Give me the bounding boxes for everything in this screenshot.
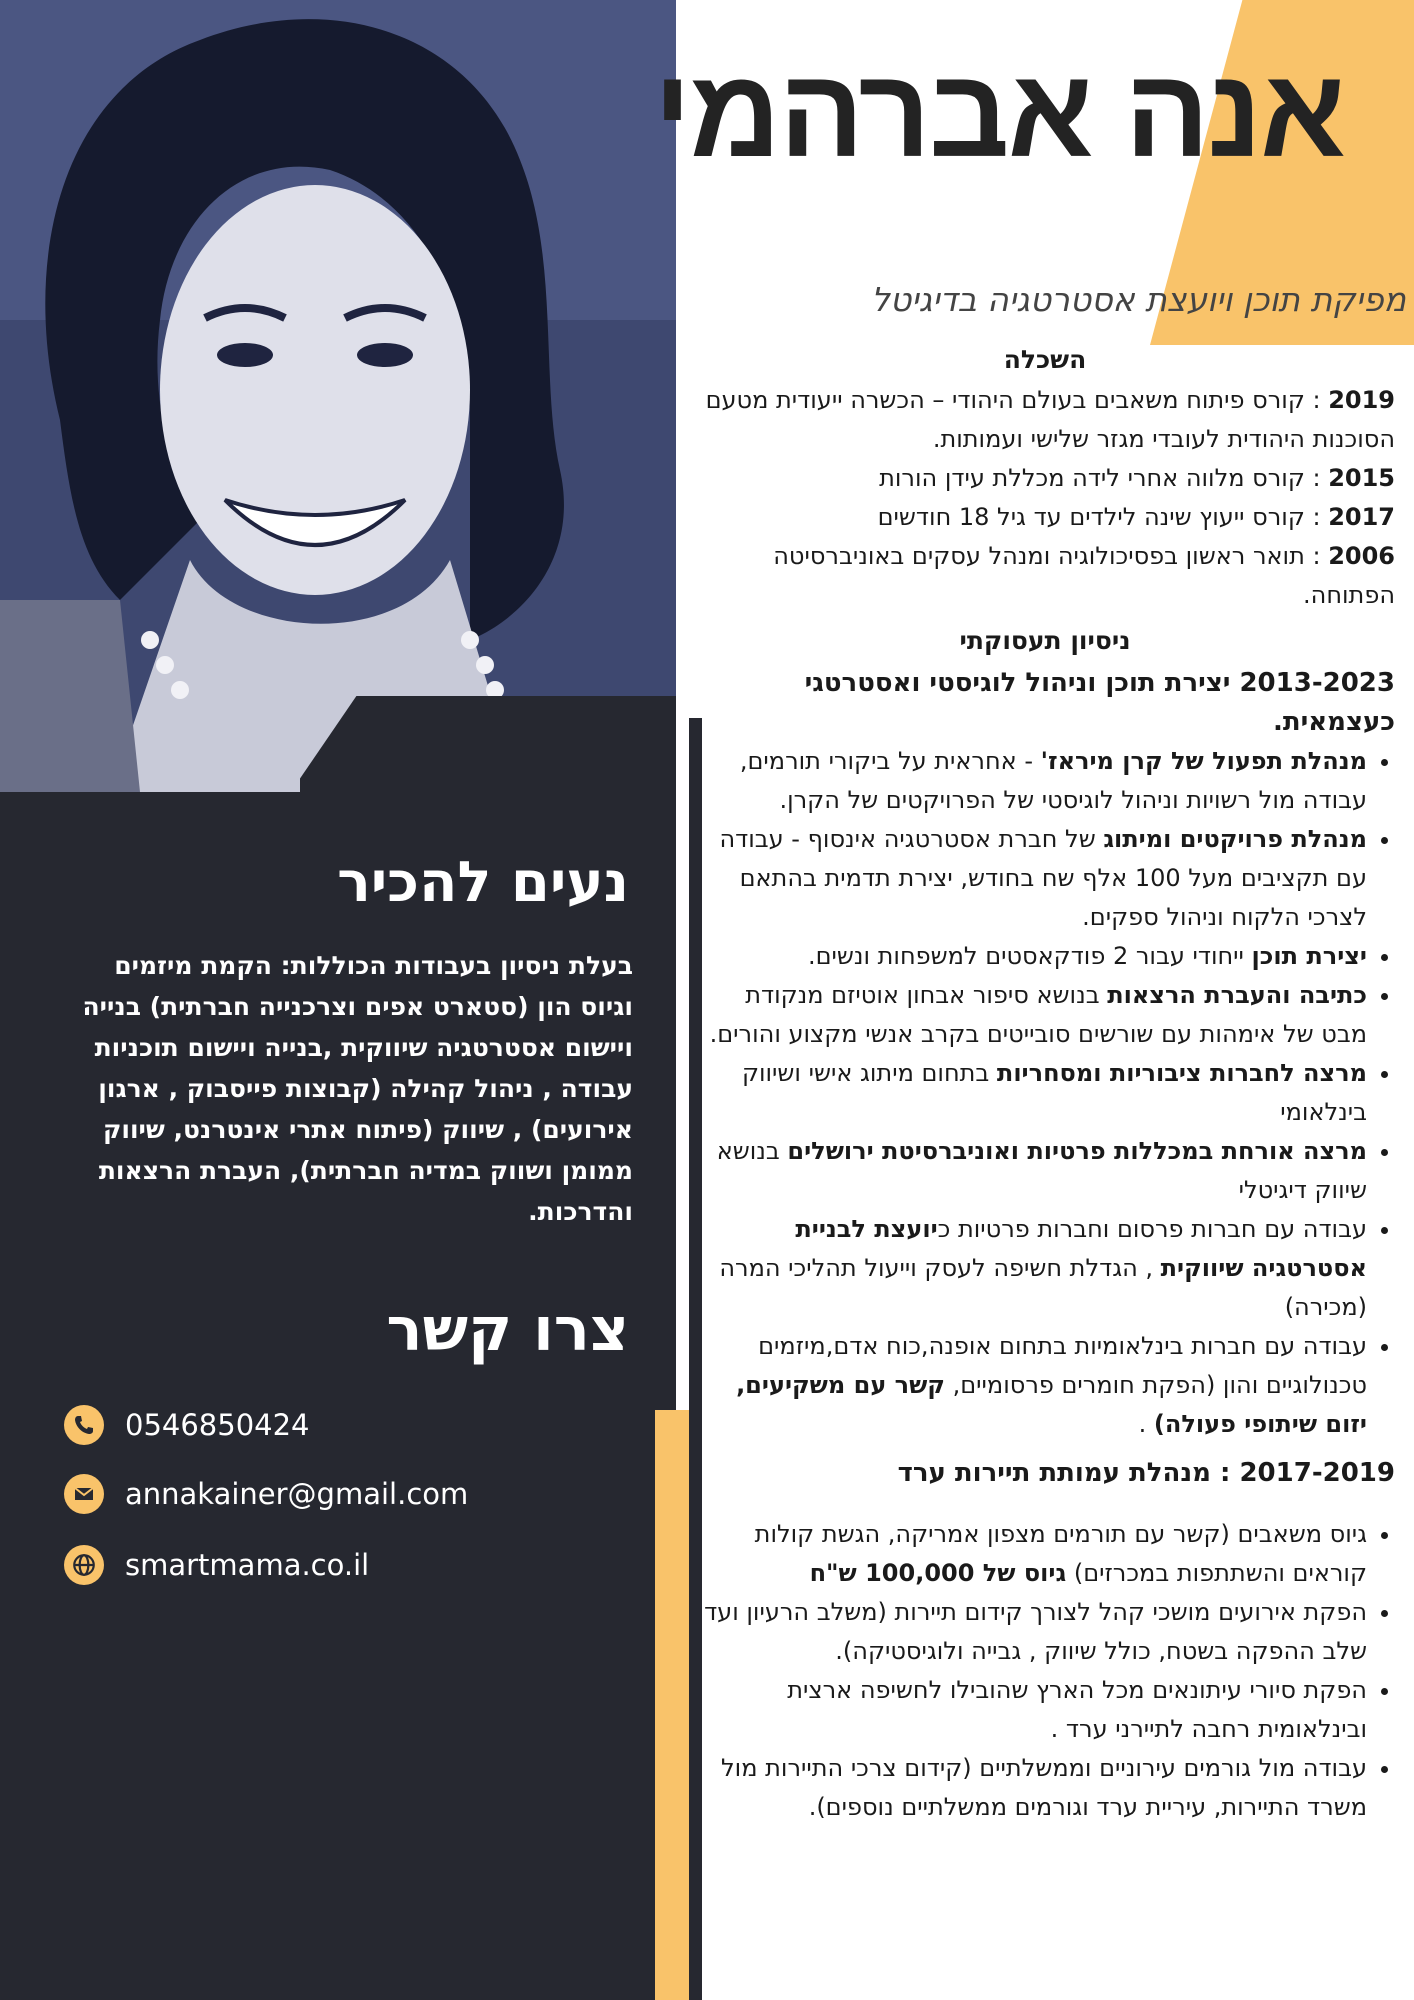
contact-title: צרו קשר [386,1295,629,1365]
experience-item [695,1749,1367,1827]
experience-item-highlight: קשר עם משקיעים, יזום שיתופי פעולה) [736,1371,1367,1438]
intro-title: נעים להכיר [337,850,629,915]
globe-icon [64,1545,104,1585]
experience-item-text: גיוס משאבים (קשר עם תורמים מצפון אמריקה, הגשת קולות קוראים והשתתפות במכרזים) [754,1520,1367,1587]
phone-icon [64,1405,104,1445]
profile-photo [0,0,676,792]
education-year: 2017 [1328,503,1395,531]
panel-tab-shape [300,696,676,806]
contact-phone[interactable] [64,1403,310,1447]
experience-item-highlight: יצירת תוכן [1251,942,1367,970]
education-item [695,537,1395,615]
experience-item-text: - אחראית על ביקורי תורמים, עבודה מול רשויות וניהול לוגיסטי של הפרויקטים של הקרן. [739,747,1367,814]
education-list [695,381,1395,615]
person-name: אנה אברהמי [653,42,1344,183]
experience-item [695,1054,1367,1132]
experience-list-2 [695,1515,1395,1827]
experience-title: ניסיון תעסוקתי [959,626,1131,655]
experience-item [695,1327,1367,1444]
education-year: 2006 [1328,542,1395,570]
experience-item [695,1593,1367,1671]
experience-item-highlight: מנהלת פרויקטים ומיתוג [1103,825,1367,853]
education-text: : תואר ראשון בפסיכולוגיה ומנהל עסקים באוניברסיטה הפתוחה. [773,542,1395,609]
experience-item [695,1671,1367,1749]
education-title: השכלה [1003,345,1087,374]
experience-item-text: עבודה מול גורמים עירוניים וממשלתיים (קידום צרכי התיירות מול משרד התיירות, עיריית ערד וגורמים ממשלתיים נוספים). [721,1754,1367,1821]
experience-item-highlight: מרצה אורחת במכללות פרטיות ואוניברסיטת ירושלים [787,1137,1367,1165]
experience-item-highlight: יועצת לבניית אסטרטגיה שיווקית [795,1215,1367,1282]
education-year: 2019 [1328,386,1395,414]
experience-item [695,1210,1367,1327]
experience-item [695,1515,1367,1593]
email-icon [64,1474,104,1514]
education-item [695,381,1395,459]
experience-item-highlight: מנהלת תפעול של קרן מיראז' [1040,747,1367,775]
portrait-illustration [0,0,676,792]
job-subtitle: מפיקת תוכן ויועצת אסטרטגיה בדיגיטל [871,280,1406,319]
experience-item-text: של חברת אסטרטגיה אינסוף - עבודה עם תקציבים מעל 100 אלף שח בחודש, יצירת תדמית בהתאם לצרכי הלקוח וניהול ספקים. [719,825,1367,931]
experience-item-text: בנושא סיפור אבחון אוטיזם מנקודת מבט של אימהות עם שורשים סובייטים בקרב אנשי מקצוע והורים. [709,981,1367,1048]
contact-website[interactable] [64,1543,369,1587]
phone-number[interactable]: 0546850424 [125,1408,310,1442]
right-column [695,340,1395,1827]
experience-item-text: הפקת אירועים מושכי קהל לצורך קידום תיירות (משלב הרעיון ועד שלב ההפקה בשטח, כולל שיווק , גבייה ולוגיסטיקה). [704,1598,1367,1665]
experience-item-highlight: כתיבה והעברת הרצאות [1107,981,1367,1009]
experience-list-1 [695,742,1395,1444]
contact-email[interactable] [64,1472,468,1516]
experience-headline-2: 2017-2019 : מנהלת עמותת תיירות ערד [897,1458,1395,1488]
experience-item-text: בתחום מיתוג אישי ושיווק בינלאומי [741,1059,1367,1126]
intro-text: בעלת ניסיון בעבודות הכוללות: הקמת מיזמים וגיוס הון (סטארט אפים וצרכנייה חברתית) בנייה ויישום אסטרטגיה שיווקית ,בנייה ויישום תוכניות עבודה , ניהול קהילה (קבוצות פייסבוק , ארגון אירועים) , שיווק (פיתוח אתרי אינטרנט, שיווק ממומן ושווק במדיה חברתית), העברת הרצאות והדרכות. [82,951,633,1226]
experience-item-text: , הגדלת חשיפה לעסק וייעול תהליכי המרה (מכירה) [719,1254,1367,1321]
experience-item-text: עבודה עם חברות בינלאומיות בתחום אופנה,כוח אדם,מיזמים טכנולוגיים והון (הפקת חומרים פרסומיים, [758,1332,1367,1399]
accent-bar [655,1410,689,2000]
education-year: 2015 [1328,464,1395,492]
experience-item [695,820,1367,937]
experience-item [695,937,1367,976]
education-text: : קורס מלווה אחרי לידה מכללת עידן הורות [879,464,1329,492]
education-text: : קורס פיתוח משאבים בעולם היהודי – הכשרה ייעודית מטעם הסוכנות היהודית לעובדי מגזר שלישי ועמותות. [705,386,1395,453]
experience-item [695,742,1367,820]
experience-item-text: עבודה עם חברות פרסום וחברות פרטיות כ [937,1215,1367,1243]
experience-headline-1: 2013-2023 יצירת תוכן וניהול לוגיסטי ואסטרטגי כעצמאית. [804,668,1395,737]
website-url[interactable]: smartmama.co.il [125,1548,370,1582]
education-text: : קורס ייעוץ שינה לילדים עד גיל 18 חודשים [877,503,1329,531]
experience-item [695,976,1367,1054]
education-item [695,498,1395,537]
experience-item-text: הפקת סיורי עיתונאים מכל הארץ שהובילו לחשיפה ארצית ובינלאומית רחבה לתיירני ערד . [787,1676,1367,1743]
experience-item [695,1132,1367,1210]
experience-item-highlight: גיוס של 100,000 ש"ח [809,1559,1067,1587]
experience-item-text: . [1138,1410,1154,1438]
experience-item-highlight: מרצה לחברות ציבוריות ומסחריות [996,1059,1367,1087]
experience-item-text: בנושא שיווק דיגיטלי [716,1137,1367,1204]
experience-item-text: ייחודי עבור 2 פודקאסטים למשפחות ונשים. [807,942,1252,970]
email-address[interactable]: annakainer@gmail.com [125,1477,469,1511]
education-item [695,459,1395,498]
